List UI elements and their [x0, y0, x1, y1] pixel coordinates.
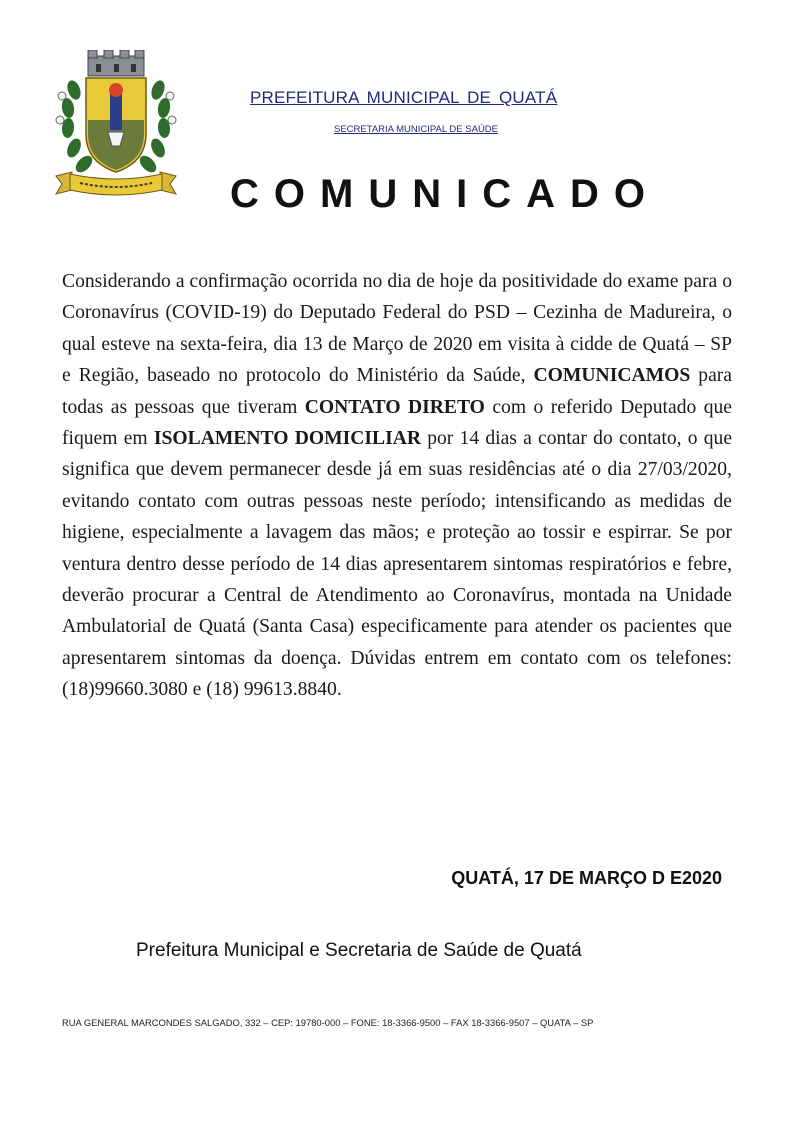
body-bold-contato-direto: CONTATO DIRETO: [304, 396, 485, 418]
document-title: COMUNICADO: [230, 172, 660, 216]
body-text-segment: Considerando a confirmação ocorrida no dia de hoje da positividade do exame para o Coronavírus (COVID-19) do Deputado Federal do PSD – Cezinha de Madureira, o qual esteve na sexta-feira, dia 13 de Março de 2020 em visita à cidde de Quatá – SP e Região, baseado no protocolo do Ministério da Saúde,: [62, 271, 732, 387]
body-text-segment: para todas as pessoas que tiveram: [62, 365, 732, 418]
body-text-segment: por 14 dias a contar do contato, o que significa que devem permanecer desde já em suas residências até o dia 27/03/2020, evitando contato com outras pessoas neste período; intensificando as medidas de higiene, especialmente a lavagem das mãos; e proteção ao tossir e espirrar. Se por ventura dentro desse período de 14 dias apresentarem sintomas respiratórios e febre, deverão procurar a Central de Atendimento ao Coronavírus, montada na Unidade Ambulatorial de Quatá (Santa Casa) especificamente para atender os pacientes que apresentarem sintomas da doença. Dúvidas entrem em contato com os telefones: (18)99660.3080 e (18) 99613.8840.: [62, 428, 733, 701]
footer-address: RUA GENERAL MARCONDES SALGADO, 332 – CEP: 19780-000 – FONE: 18-3366-9500 – FAX 18-3366-9507 – QUATA – SP: [62, 1017, 594, 1028]
shield-icon: [86, 78, 146, 172]
banner-ribbon-icon: [56, 172, 176, 195]
municipality-title: PREFEITURA MUNICIPAL DE QUATÁ: [250, 88, 558, 107]
municipal-coat-of-arms-icon: [52, 50, 180, 200]
date-line: QUATÁ, 17 DE MARÇO D E2020: [451, 868, 722, 888]
body-bold-isolamento: ISOLAMENTO DOMICILIAR: [153, 428, 421, 450]
announcement-body: [62, 266, 732, 706]
department-subtitle: SECRETARIA MUNICIPAL DE SAÚDE: [334, 124, 498, 135]
signature-line: Prefeitura Municipal e Secretaria de Saúde de Quatá: [136, 940, 582, 961]
mural-crown-icon: [88, 50, 144, 76]
body-text-segment: com o referido Deputado que fiquem em: [62, 396, 732, 450]
body-bold-comunicamos: COMUNICAMOS: [533, 365, 691, 387]
